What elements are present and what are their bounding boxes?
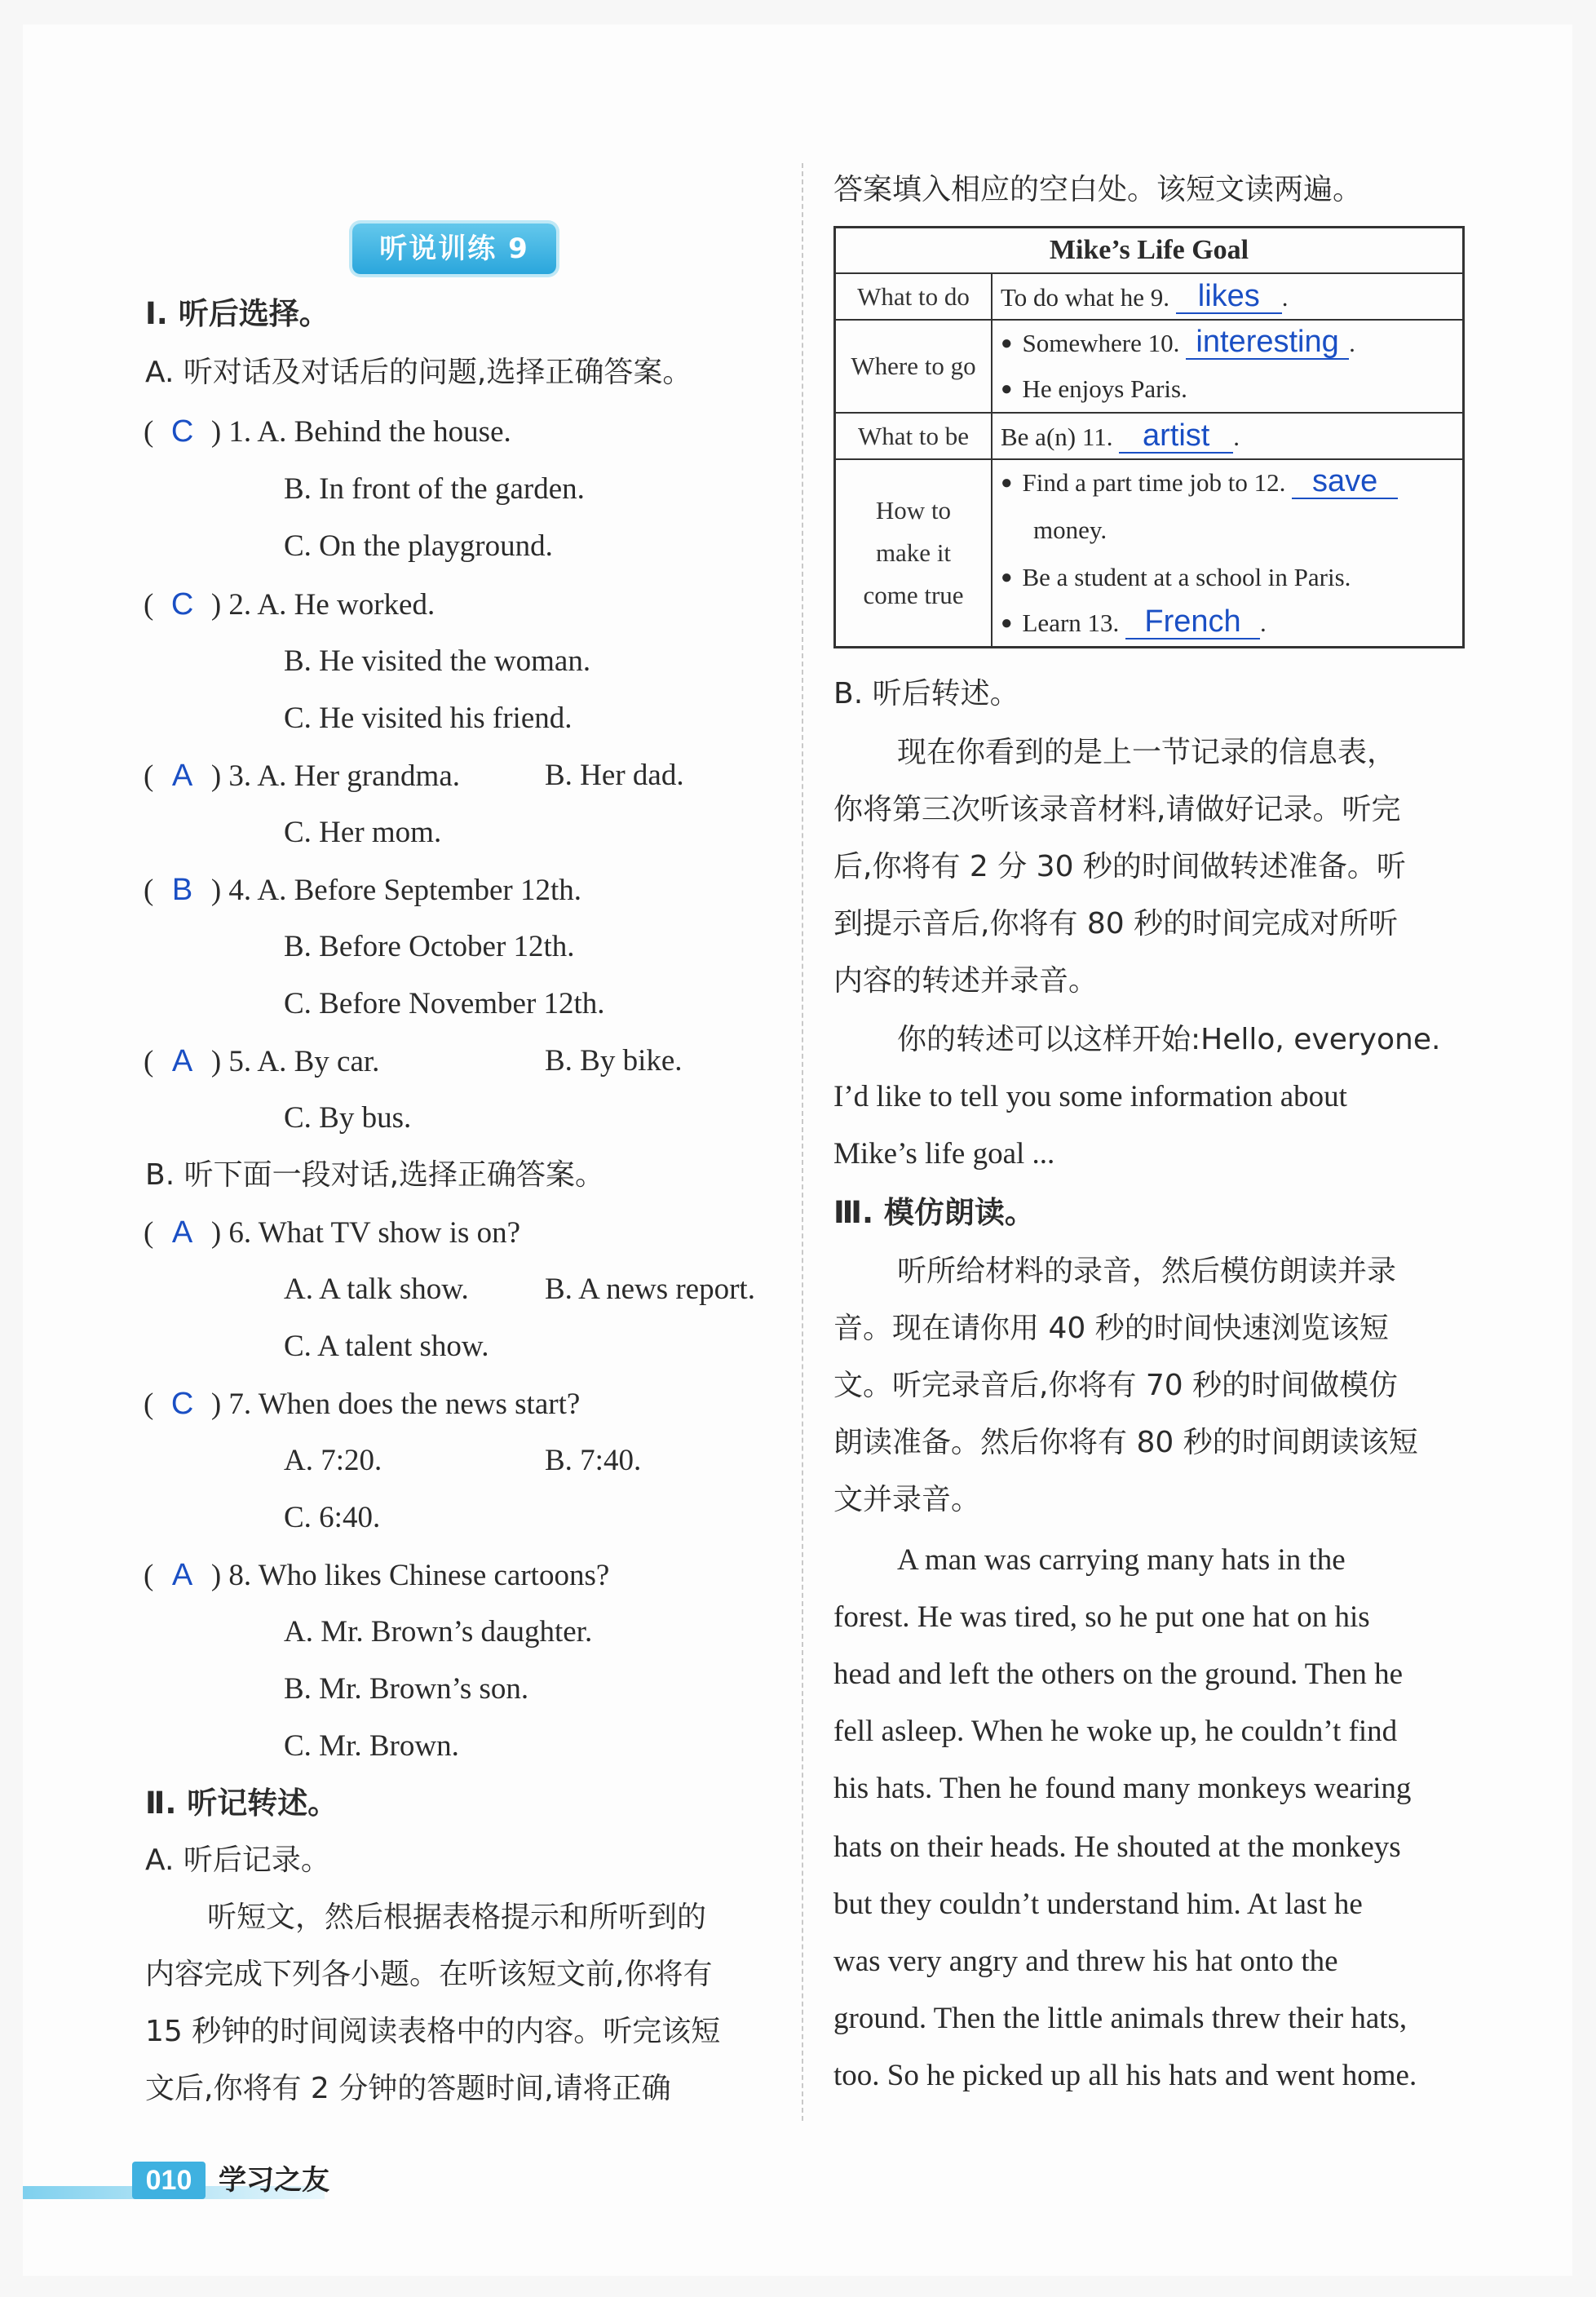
q6-option-a: A. A talk show.: [284, 1272, 469, 1306]
label-what-to-be: What to be: [835, 413, 993, 459]
answer-8: A: [171, 1558, 193, 1592]
column-divider: [802, 163, 803, 2121]
answer-2: C: [170, 587, 194, 622]
brand-name: 学习之友: [219, 2164, 329, 2197]
answer-10: interesting: [1186, 325, 1349, 360]
section-2-para-1: 听短文，然后根据表格提示和所听到的: [207, 1901, 707, 1934]
story-line-8: was very angry and threw his hat onto the: [833, 1945, 1338, 1978]
story-line-7: but they couldn’t understand him. At last he: [833, 1888, 1363, 1921]
section-2-para-2: 内容完成下列各小题。在听该短文前,你将有: [145, 1958, 713, 1991]
retell-para-6: 你的转述可以这样开始:Hello, everyone.: [897, 1023, 1441, 1056]
section-2-continuation: 答案填入相应的空白处。该短文读两遍。: [833, 173, 1363, 206]
retell-para-4: 到提示音后,你将有 80 秒的时间完成对所听: [833, 907, 1399, 940]
label-how-to: How to make it come true: [835, 459, 993, 648]
section-2-para-3: 15 秒钟的时间阅读表格中的内容。听完该短: [145, 2015, 721, 2048]
story-line-10: too. So he picked up all his hats and went home.: [833, 2059, 1417, 2092]
story-line-6: hats on their heads. He shouted at the monkeys: [833, 1830, 1401, 1864]
q2-option-b: B. He visited the woman.: [284, 644, 591, 678]
q7-option-a: A. 7:20.: [284, 1444, 382, 1477]
label-what-to-do: What to do: [835, 273, 993, 320]
answer-1: C: [170, 414, 194, 449]
section-3-title: Ⅲ. 模仿朗读。: [833, 1195, 1035, 1230]
story-line-3: head and left the others on the ground. Then he: [833, 1657, 1403, 1691]
q5-option-b: B. By bike.: [545, 1044, 683, 1078]
part-a-instruction: A. 听对话及对话后的问题,选择正确答案。: [145, 356, 692, 389]
section-2-para-4: 文后,你将有 2 分钟的答题时间,请将正确: [145, 2072, 671, 2105]
retell-para-1: 现在你看到的是上一节记录的信息表，: [897, 736, 1397, 769]
q4-option-c: C. Before November 12th.: [284, 987, 605, 1020]
reading-para-5: 文并录音。: [833, 1483, 981, 1516]
retell-para-8: Mike’s life goal ...: [833, 1137, 1055, 1171]
part-b-instruction: B. 听下面一段对话,选择正确答案。: [145, 1158, 605, 1192]
story-line-4: fell asleep. When he woke up, he couldn’t find: [833, 1715, 1398, 1748]
section-1-title: Ⅰ. 听后选择。: [145, 296, 329, 331]
answer-13: French: [1125, 605, 1260, 640]
q1-option-b: B. In front of the garden.: [284, 472, 585, 506]
q8-option-a: A. Mr. Brown’s daughter.: [284, 1615, 593, 1649]
section-badge: 听说训练 9: [352, 224, 556, 274]
answer-3: A: [171, 759, 193, 793]
cell-how-to: ● Find a part time job to 12. save money. ● Be a student at a school in Paris. ● Learn 13. French .: [992, 459, 1464, 648]
retell-para-2: 你将第三次听该录音材料,请做好记录。听完: [833, 793, 1401, 826]
question-5: ( A ) 5. A. By car.: [144, 1041, 379, 1082]
page-number: 010: [132, 2162, 206, 2199]
q6-option-b: B. A news report.: [545, 1272, 755, 1306]
question-3: ( A ) 3. A. Her grandma.: [144, 755, 460, 797]
question-4: ( B ) 4. A. Before September 12th.: [144, 870, 581, 911]
bullet-enjoys-paris: ● He enjoys Paris.: [1001, 366, 1454, 412]
section-2-a: A. 听后记录。: [145, 1843, 330, 1877]
reading-para-1: 听所给材料的录音，然后模仿朗读并录: [897, 1255, 1397, 1288]
story-line-9: ground. Then the little animals threw their hats,: [833, 2002, 1408, 2035]
answer-5: A: [171, 1044, 193, 1078]
part-b-retell-title: B. 听后转述。: [833, 677, 1019, 710]
reading-para-2: 音。现在请你用 40 秒的时间快速浏览该短: [833, 1312, 1389, 1345]
question-1: ( C ) 1. A. Behind the house.: [144, 411, 511, 453]
retell-para-5: 内容的转述并录音。: [833, 964, 1099, 998]
q8-option-b: B. Mr. Brown’s son.: [284, 1672, 529, 1706]
bullet-student-paris: ● Be a student at a school in Paris.: [1001, 555, 1454, 600]
question-6: ( A ) 6. What TV show is on?: [144, 1212, 520, 1254]
life-goal-table: [833, 226, 1465, 648]
cell-what-to-do: To do what he 9. likes .: [992, 273, 1464, 320]
q6-option-c: C. A talent show.: [284, 1330, 489, 1363]
q1-option-c: C. On the playground.: [284, 529, 553, 563]
answer-9: likes: [1176, 280, 1282, 314]
label-where-to-go: Where to go: [835, 320, 993, 413]
story-line-2: forest. He was tired, so he put one hat on his: [833, 1600, 1370, 1634]
question-2: ( C ) 2. A. He worked.: [144, 584, 435, 626]
story-line-5: his hats. Then he found many monkeys wearing: [833, 1772, 1412, 1805]
answer-12: save: [1292, 465, 1398, 499]
answer-7: C: [170, 1387, 194, 1421]
section-2-title: Ⅱ. 听记转述。: [145, 1786, 338, 1821]
q5-option-c: C. By bus.: [284, 1101, 412, 1135]
q7-option-b: B. 7:40.: [545, 1444, 642, 1477]
retell-para-7: I’d like to tell you some information about: [833, 1080, 1347, 1113]
reading-para-3: 文。听完录音后,你将有 70 秒的时间做模仿: [833, 1369, 1399, 1402]
story-line-1: A man was carrying many hats in the: [897, 1543, 1346, 1577]
answer-11: artist: [1119, 419, 1233, 454]
retell-para-3: 后,你将有 2 分 30 秒的时间做转述准备。听: [833, 850, 1406, 883]
answer-6: A: [171, 1215, 193, 1250]
q2-option-c: C. He visited his friend.: [284, 701, 573, 735]
q8-option-c: C. Mr. Brown.: [284, 1729, 459, 1763]
question-8: ( A ) 8. Who likes Chinese cartoons?: [144, 1555, 609, 1596]
question-7: ( C ) 7. When does the news start?: [144, 1383, 580, 1425]
reading-para-4: 朗读准备。然后你将有 80 秒的时间朗读该短: [833, 1426, 1418, 1459]
q7-option-c: C. 6:40.: [284, 1501, 381, 1534]
cell-where-to-go: ● Somewhere 10. interesting . ● He enjoys Paris.: [992, 320, 1464, 413]
answer-4: B: [171, 873, 193, 907]
cell-what-to-be: Be a(n) 11. artist .: [992, 413, 1464, 459]
q3-option-c: C. Her mom.: [284, 816, 442, 849]
q3-option-b: B. Her dad.: [545, 759, 684, 792]
table-title: Mike’s Life Goal: [835, 228, 1464, 274]
q4-option-b: B. Before October 12th.: [284, 930, 575, 963]
